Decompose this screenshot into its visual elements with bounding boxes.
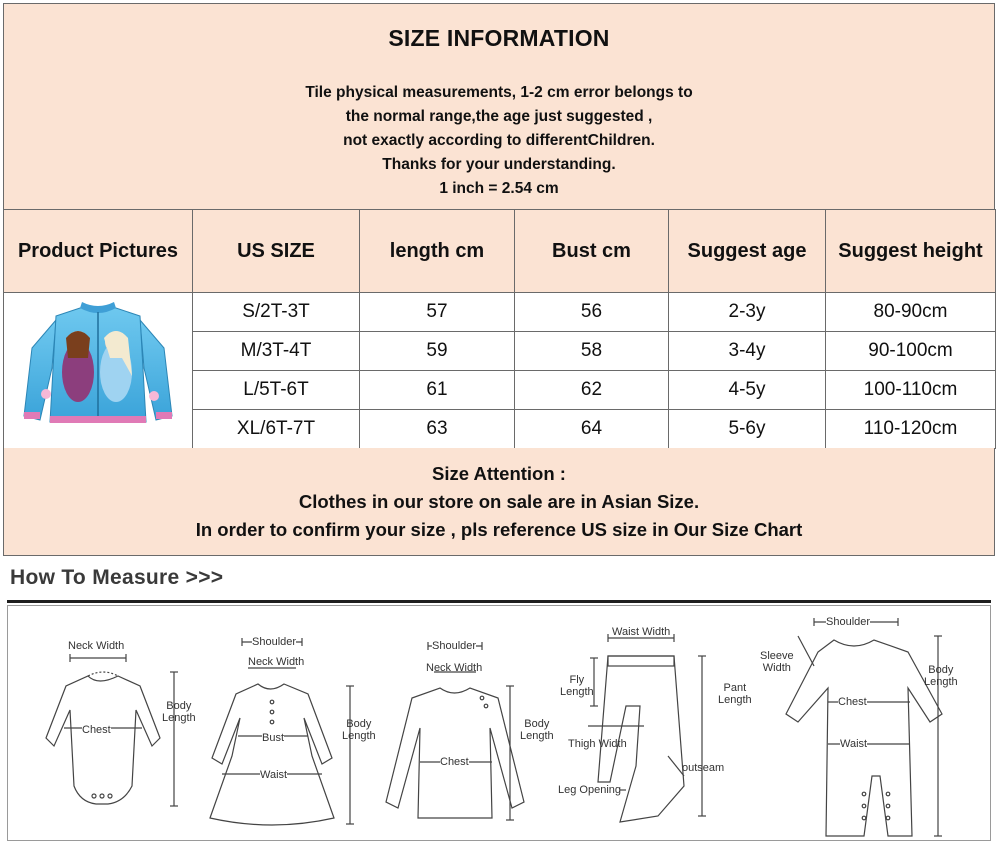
divider: [7, 600, 991, 603]
size-information-title: [3, 3, 995, 73]
romper-diagram: [786, 618, 942, 836]
col-header-product-pictures: Product Pictures: [4, 210, 193, 293]
dress-waist-label: Waist: [260, 769, 288, 781]
col-header-us-size: US SIZE: [193, 210, 360, 293]
pants-thigh-label: Thigh Width: [568, 738, 627, 750]
intro-line: Tile physical measurements, 1-2 cm error belongs to: [305, 83, 693, 101]
intro-line: Thanks for your understanding.: [382, 155, 616, 173]
romper-shoulder-label: Shoulder: [826, 616, 871, 628]
table-row: [4, 293, 996, 332]
top-chest-label: Chest: [440, 756, 469, 768]
pants-fly-label: Fly Length: [560, 674, 594, 698]
cell-age: 5-6y: [669, 410, 826, 449]
attention-line: In order to confirm your size , pls reference US size in Our Size Chart: [195, 518, 803, 540]
top-body-length-label: Body Length: [520, 718, 554, 742]
size-attention-note: [3, 448, 995, 556]
cell-height: 110-120cm: [826, 410, 996, 449]
jacket-photo: [18, 298, 178, 438]
dress-body-length-label: Body Length: [342, 718, 376, 742]
intro-line: the normal range,the age just suggested ,: [345, 107, 653, 125]
pants-outseam-label: outseam: [682, 762, 725, 774]
dress-neck-label: Neck Width: [248, 656, 305, 668]
cell-age: 4-5y: [669, 371, 826, 410]
product-picture-cell: [4, 293, 193, 449]
intro-line: not exactly according to differentChildren.: [343, 131, 655, 149]
bodysuit-body-length-label: Body Length: [162, 700, 196, 724]
pants-leg-opening-label: Leg Opening: [558, 784, 621, 796]
table-header-row: [4, 210, 996, 293]
cell-age: 2-3y: [669, 293, 826, 332]
pants-waist-label: Waist Width: [612, 626, 671, 638]
top-shoulder-label: Shoulder: [432, 640, 477, 652]
cell-bust: 62: [515, 371, 669, 410]
bodysuit-diagram: [46, 654, 178, 806]
intro-line: 1 inch = 2.54 cm: [439, 179, 559, 197]
cell-bust: 58: [515, 332, 669, 371]
cell-bust: 56: [515, 293, 669, 332]
col-header-suggest-height: Suggest height: [826, 210, 996, 293]
cell-bust: 64: [515, 410, 669, 449]
col-header-suggest-age: Suggest age: [669, 210, 826, 293]
romper-chest-label: Chest: [838, 696, 867, 708]
intro-note: [3, 72, 995, 210]
bodysuit-chest-label: Chest: [82, 724, 111, 736]
cell-height: 80-90cm: [826, 293, 996, 332]
dress-bust-label: Bust: [262, 732, 285, 744]
cell-height: 90-100cm: [826, 332, 996, 371]
col-header-length: length cm: [360, 210, 515, 293]
size-table: [3, 209, 996, 449]
cell-length: 63: [360, 410, 515, 449]
bodysuit-neck-label: Neck Width: [68, 640, 125, 652]
col-header-bust: Bust cm: [515, 210, 669, 293]
attention-heading: Size Attention :: [432, 462, 566, 484]
cell-length: 59: [360, 332, 515, 371]
cell-us-size: L/5T-6T: [193, 371, 360, 410]
cell-length: 57: [360, 293, 515, 332]
top-neck-label: Neck Width: [426, 662, 483, 674]
romper-waist-label: Waist: [840, 738, 868, 750]
title-text: SIZE INFORMATION: [388, 24, 610, 51]
how-to-measure-title: How To Measure >>>: [10, 566, 224, 589]
measure-diagrams-svg: [8, 606, 992, 842]
attention-line: Clothes in our store on sale are in Asian Size.: [298, 490, 700, 512]
cell-height: 100-110cm: [826, 371, 996, 410]
cell-length: 61: [360, 371, 515, 410]
cell-us-size: XL/6T-7T: [193, 410, 360, 449]
how-to-measure-diagrams: [7, 605, 991, 841]
pants-length-label: Pant Length: [718, 682, 752, 706]
cell-age: 3-4y: [669, 332, 826, 371]
cell-us-size: M/3T-4T: [193, 332, 360, 371]
romper-sleeve-label: Sleeve Width: [760, 650, 794, 674]
dress-shoulder-label: Shoulder: [252, 636, 297, 648]
cell-us-size: S/2T-3T: [193, 293, 360, 332]
romper-body-length-label: Body Length: [924, 664, 958, 688]
